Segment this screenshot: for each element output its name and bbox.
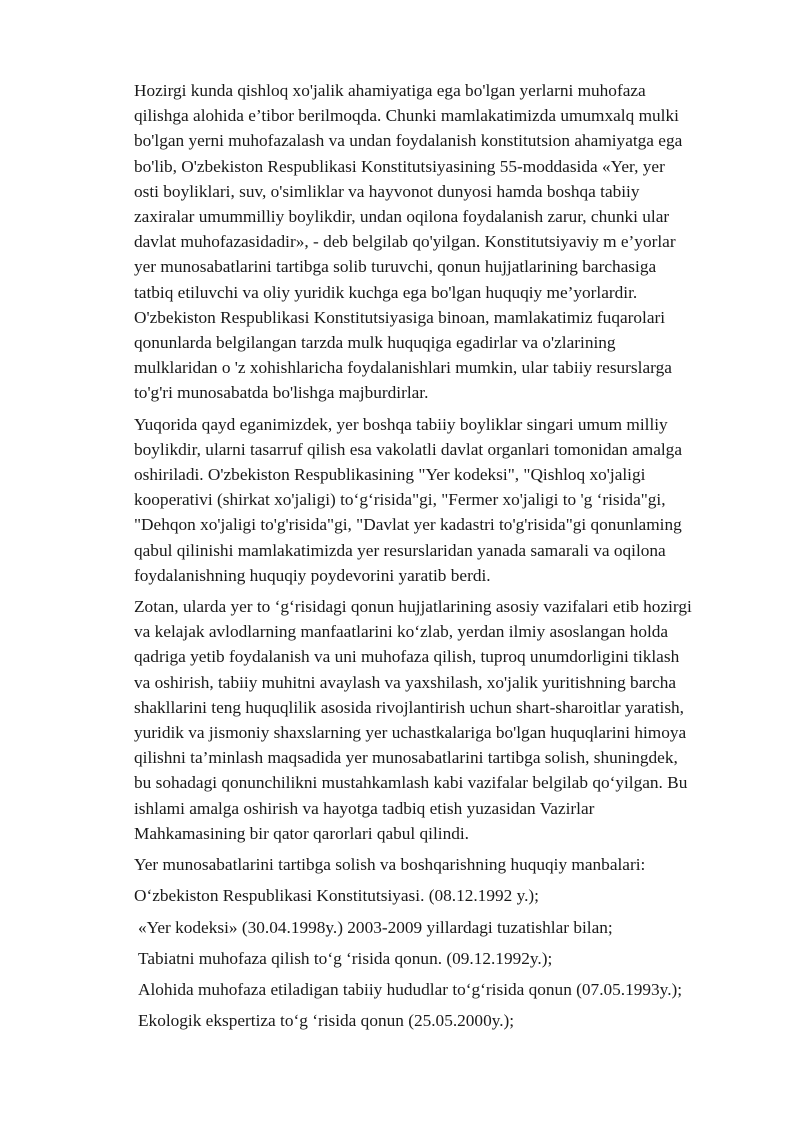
text-line: va kelajak avlodlarning manfaatlarini ko‘zlab, yerdan ilmiy asoslangan holda: [134, 622, 669, 642]
text-line: bo'lib, O'zbekiston Respublikasi Konstitutsiyasining 55-moddasida «Yer, yer: [134, 156, 665, 176]
text-line: Mahkamasining bir qator qarorlari qabul qilindi.: [134, 823, 469, 843]
source-item-nature-protection-law: Tabiatni muhofaza qilish to‘g ‘risida qonun. (09.12.1992y.);: [138, 948, 553, 968]
text-line: Hozirgi kunda qishloq xo'jalik ahamiyatiga ega bo'lgan yerlarni muhofaza: [134, 81, 646, 100]
text-line: boylikdir, ularni tasarruf qilish esa vakolatli davlat organlari tomonidan amalga: [134, 439, 682, 459]
paragraph-1: [134, 78, 764, 406]
text-line: ishlami amalga oshirish va hayotga tadbiq etish yuzasidan Vazirlar: [134, 798, 595, 818]
text-line: qabul qilinishi mamlakatimizda yer resurslaridan yanada samarali va oqilona: [134, 540, 666, 560]
text-line: foydalanishning huquqiy poydevorini yaratib berdi.: [134, 565, 491, 585]
paragraph-3: [134, 594, 764, 846]
source-item-protected-areas-law: Alohida muhofaza etiladigan tabiiy hududlar to‘g‘risida qonun (07.05.1993y.);: [138, 979, 683, 999]
source-item-constitution: O‘zbekiston Respublikasi Konstitutsiyasi. (08.12.1992 y.);: [134, 886, 539, 906]
document-page: [134, 78, 764, 1039]
text-line: yer munosabatlarini tartibga solib turuvchi, qonun hujjatlarining barchasiga: [134, 257, 657, 277]
text-line: tatbiq etiluvchi va oliy yuridik kuchga ega bo'lgan huquqiy me’yorlardir.: [134, 282, 638, 302]
text-line: O'zbekiston Respublikasi Konstitutsiyasiga binoan, mamlakatimiz fuqarolari: [134, 307, 666, 327]
text-line: "Dehqon xo'jaligi to'g'risida"gi, "Davlat yer kadastri to'g'risida"gi qonunlaming: [134, 515, 682, 535]
text-line: davlat muhofazasidadir», - deb belgilab qo'yilgan. Konstitutsiyaviy m e’yorlar: [134, 232, 676, 252]
text-line: bo'lgan yerni muhofazalash va undan foydalanish konstitutsion ahamiyatga ega: [134, 131, 683, 151]
text-line: bu sohadagi qonunchilikni mustahkamlash kabi vazifalar belgilab qo‘yilgan. Bu: [134, 773, 688, 793]
text-line: qilishni ta’minlash maqsadida yer munosabatlarini tartibga solish, shuningdek,: [134, 748, 678, 768]
text-line: qilishga alohida e’tibor berilmoqda. Chunki mamlakatimizda umumxalq mulki: [134, 106, 679, 126]
text-line: kooperativi (shirkat xo'jaligi) to‘g‘risida"gi, "Fermer xo'jaligi to 'g ‘risida"gi,: [134, 490, 666, 510]
text-line: shakllarini teng huquqlilik asosida rivojlantirish uchun shart-sharoitlar yaratish,: [134, 697, 685, 717]
text-line: yuridik va jismoniy shaxslarning yer uchastkalariga bo'lgan huquqlarini himoya: [134, 723, 687, 743]
paragraph-2: [134, 412, 764, 588]
text-line: osti boyliklari, suv, o'simliklar va hayvonot dunyosi hamda boshqa tabiiy: [134, 181, 640, 201]
text-line: Zotan, ularda yer to ‘g‘risidagi qonun hujjatlarining asosiy vazifalari etib hozirgi: [134, 597, 692, 617]
text-line: to'g'ri munosabatda bo'lishga majburdirlar.: [134, 383, 429, 403]
text-line: qonunlarda belgilangan tarzda mulk huquqiga egadirlar va o'zlarining: [134, 333, 616, 353]
text-line: zaxiralar umummilliy boylikdir, undan oqilona foydalanish zarur, chunki ular: [134, 207, 670, 227]
text-line: mulklaridan o 'z xohishlaricha foydalanishlari mumkin, ular tabiiy resurslarga: [134, 358, 672, 378]
text-line: va oshirish, tabiiy muhitni avaylash va yaxshilash, xo'jalik yuritishning barcha: [134, 672, 677, 692]
text-line: qadriga yetib foydalanish va uni muhofaza qilish, tuproq unumdorligini tiklash: [134, 647, 680, 667]
source-item-ecological-expertise-law: Ekologik ekspertiza to‘g ‘risida qonun (25.05.2000y.);: [138, 1011, 515, 1031]
text-line: oshiriladi. O'zbekiston Respublikasining "Yer kodeksi", "Qishloq xo'jaligi: [134, 465, 646, 485]
text-line: Yuqorida qayd eganimizdek, yer boshqa tabiiy boyliklar singari umum milliy: [134, 414, 668, 434]
source-item-land-code: «Yer kodeksi» (30.04.1998y.) 2003-2009 yillardagi tuzatishlar bilan;: [138, 917, 613, 937]
sources-heading: Yer munosabatlarini tartibga solish va boshqarishning huquqiy manbalari:: [134, 855, 646, 875]
